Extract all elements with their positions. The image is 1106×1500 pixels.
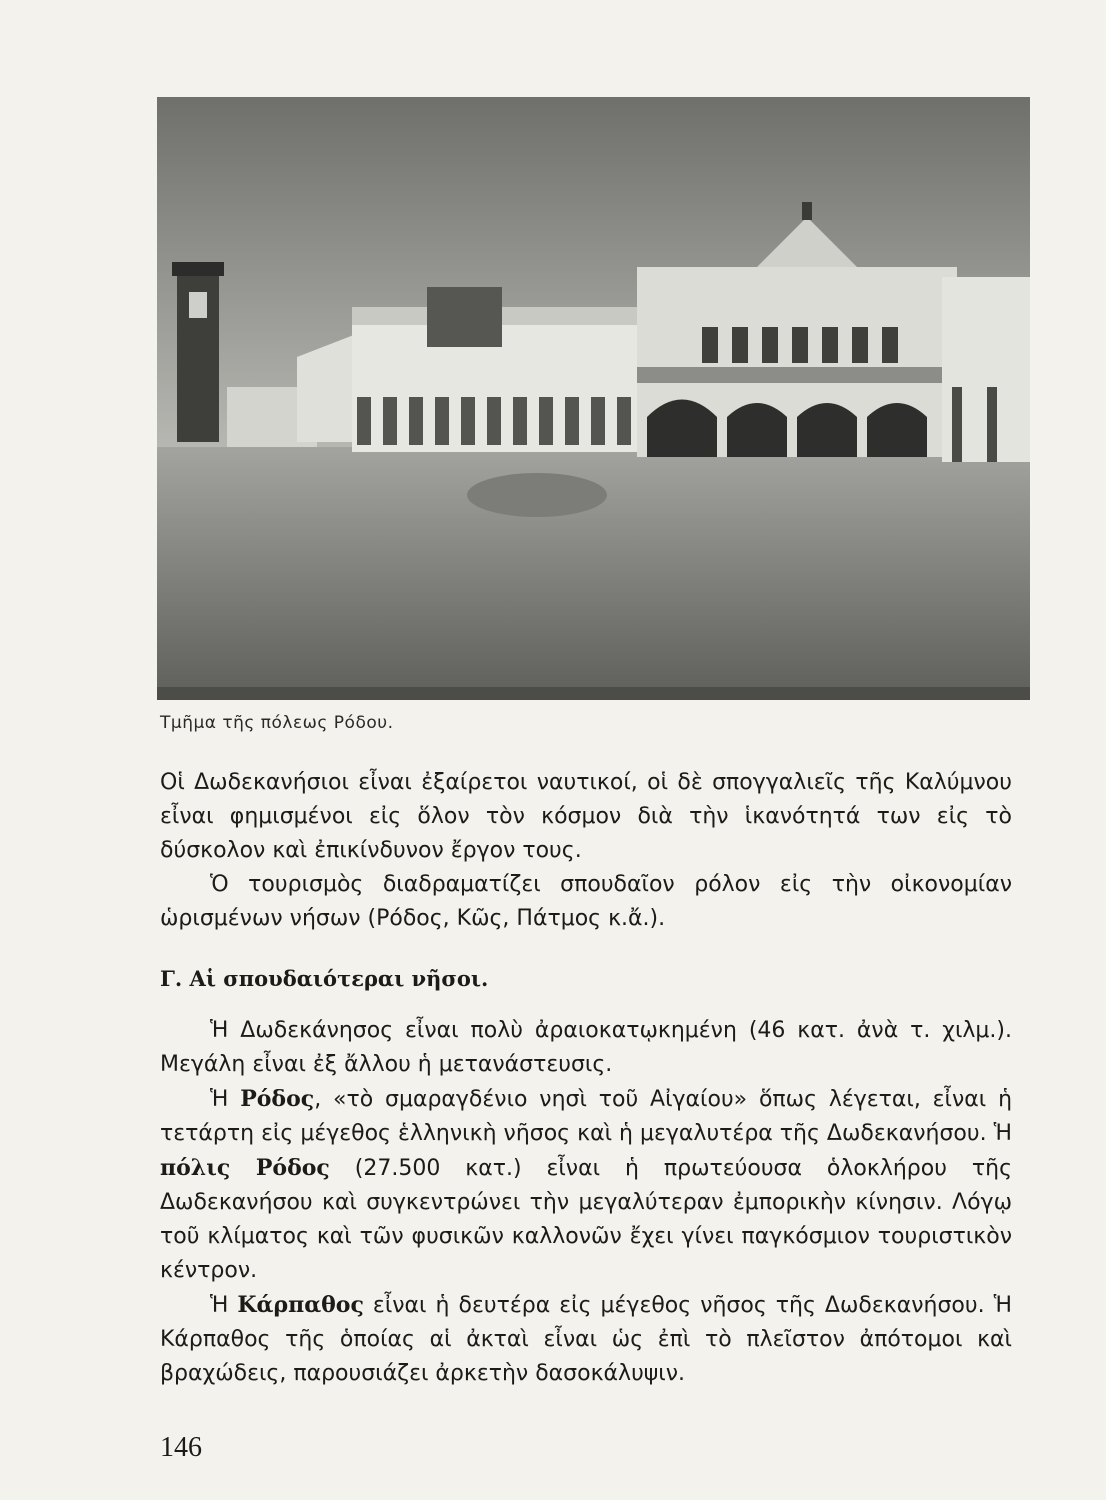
- bold-term-rhodes: Ρόδος: [240, 1086, 315, 1112]
- bold-term-karpathos: Κάρπαθος: [237, 1292, 364, 1318]
- paragraph: Οἱ Δωδεκανήσιοι εἶναι ἐξαίρετοι ναυτικοί, οἱ δὲ σπογγαλιεῖς τῆς Καλύμνου εἶναι φημισμένοι εἰς ὅλον τὸν κόσμον διὰ τὴν ἱκανότητά των εἰς τὸ δύσκολον καὶ ἐπικίνδυνον ἔργον τους.: [160, 770, 1012, 863]
- bold-term-rhodes-city: πόλις Ρόδος: [160, 1155, 330, 1181]
- paragraph: [160, 1082, 1012, 1288]
- text-span: Ἡ: [210, 1087, 241, 1112]
- text-span: εἶναι ἡ δευτέρα εἰς μέγεθος νῆσος τῆς Δωδεκανήσου. Ἡ Κάρπαθος τῆς ὁποίας αἱ ἀκταὶ εἶναι ὡς ἐπὶ τὸ πλεῖστον ἀπότομοι καὶ βραχώδεις, παρουσιάζει ἀρκετὴν δασοκάλυψιν.: [160, 1293, 1012, 1386]
- paragraph: Ἡ Δωδεκάνησος εἶναι πολὺ ἀραιοκατῳκημένη (46 κατ. ἀνὰ τ. χιλμ.). Μεγάλη εἶναι ἐξ ἄλλου ἡ μετανάστευσις.: [160, 1018, 1012, 1077]
- page-number: 146: [160, 1432, 202, 1463]
- rhodes-city-photo: [157, 97, 1030, 700]
- section-heading: Γ. Αἱ σπουδαιότεραι νῆσοι.: [160, 966, 489, 991]
- text-span: Ἡ: [210, 1293, 238, 1318]
- main-text: [160, 766, 1012, 1391]
- paragraph: Ὁ τουρισμὸς διαδραματίζει σπουδαῖον ρόλον εἰς τὴν οἰκονομίαν ὡρισμένων νήσων (Ρόδος, Κῶς, Πάτμος κ.ἄ.).: [160, 872, 1012, 931]
- paragraph: [160, 1288, 1012, 1391]
- text-span: , «τὸ σμαραγδένιο νησὶ τοῦ Αἰγαίου» ὅπως λέγεται, εἶναι ἡ τετάρτη εἰς μέγεθος ἑλληνικὴ νῆσος καὶ ἡ μεγαλυτέρα τῆς Δωδεκανήσου. Ἡ: [160, 1087, 1013, 1146]
- photo-illustration: [157, 97, 1030, 700]
- photo-caption: Τμῆμα τῆς πόλεως Ρόδου.: [160, 713, 394, 733]
- text-span: (27.500 κατ.) εἶναι ἡ πρωτεύουσα ὁλοκλήρου τῆς Δωδεκανήσου καὶ συγκεντρώνει τὴν μεγαλύτεραν ἐμπορικὴν κίνησιν. Λόγῳ τοῦ κλίματος καὶ τῶν φυσικῶν καλλονῶν ἔχει γίνει παγκόσμιον τουριστικὸν κέντρον.: [160, 1156, 1012, 1283]
